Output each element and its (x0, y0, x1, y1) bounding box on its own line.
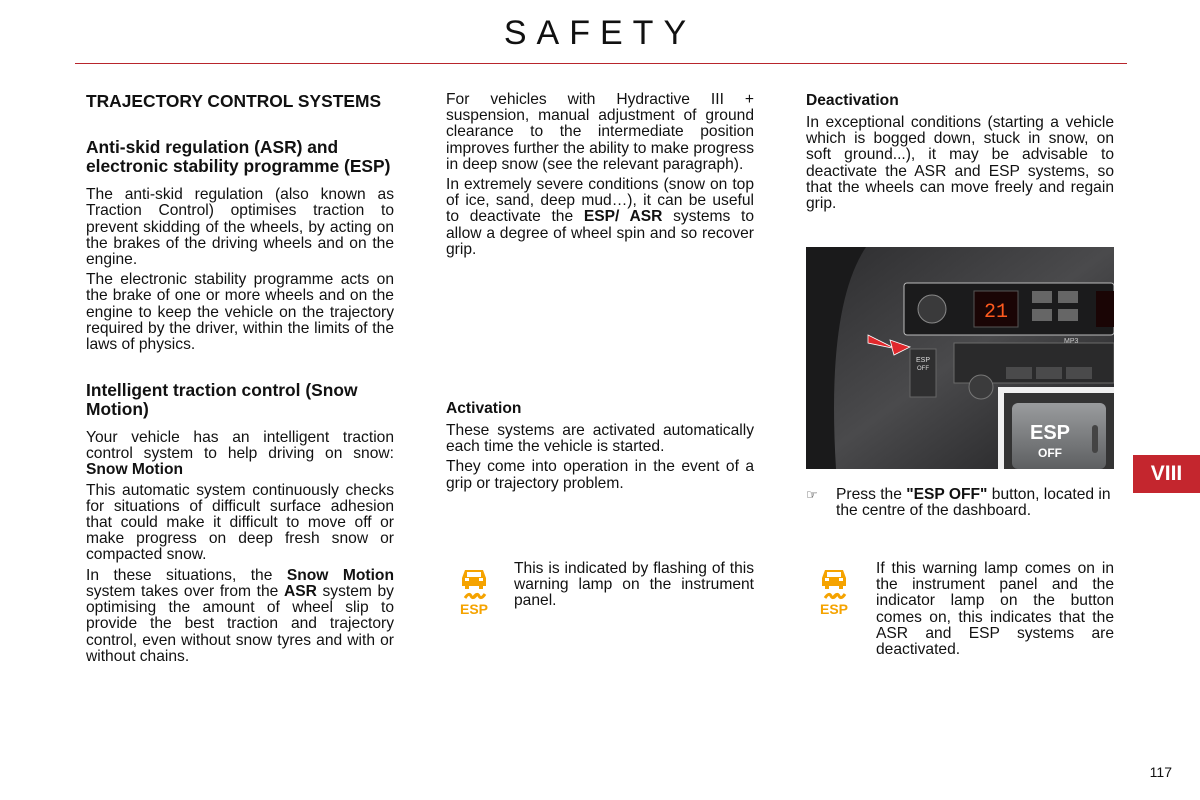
paragraph: This automatic system continuously checks for situations of difficult surface adhesion that could make it difficult to move off or make progress on deep fresh snow or compacted snow. (86, 481, 394, 564)
esp-lamp-label: ESP (819, 601, 849, 616)
esp-warning-lamp-icon (817, 564, 851, 616)
pointing-hand-icon: ☞ (806, 487, 818, 502)
paragraph: Your vehicle has an intelligent traction control system to help driving on snow: Snow Motion (86, 429, 394, 479)
radio-label: MP3 (1064, 338, 1079, 345)
subsection-heading-asr-esp: Anti-skid regulation (ASR) and electronic stability programme (ESP) (86, 137, 391, 176)
small-esp-label: ESP (915, 357, 931, 364)
deactivation-heading: Deactivation (806, 92, 899, 109)
chapter-tab: VIII (1133, 455, 1200, 493)
paragraph: In extremely severe conditions (snow on top of ice, sand, deep mud…), it can be useful to deactivate the ESP/ ASR systems to allow a degree of wheel spin and so recover grip. (446, 176, 754, 258)
off-button-label: OFF (1038, 446, 1062, 460)
column-3 (806, 92, 1114, 216)
header-rule (75, 63, 1127, 64)
column-1 (86, 92, 394, 669)
subsection-heading-snow-motion: Intelligent traction control (Snow Motion) (86, 380, 358, 419)
paragraph: The electronic stability programme acts on the brake of one or more wheels and on the engine to keep the vehicle on the trajectory required by the driver, within the limits of the laws of physics. (86, 271, 394, 354)
esp-button-label: ESP (1029, 422, 1071, 444)
dashboard-photo (806, 247, 1114, 469)
column-2 (446, 92, 754, 496)
temperature-display: 21 (983, 301, 1009, 324)
section-heading: TRAJECTORY CONTROL SYSTEMS (86, 91, 382, 111)
instruction-bullet: ☞ Press the "ESP OFF" button, located in the centre of the dashboard. (806, 486, 1111, 520)
small-off-label: OFF (917, 366, 929, 372)
lamp-description (514, 561, 754, 614)
paragraph: In these situations, the Snow Motion system takes over from the ASR system by optimising the amount of wheel slip to provide the best traction and trajectory control, even without snow tyres and with or without chains. (86, 566, 394, 665)
paragraph: For vehicles with Hydractive III + suspension, manual adjustment of ground clearance to the intermediate position improves further the ability to make progress in deep snow (see the relevant paragraph). (446, 91, 754, 173)
paragraph: In exceptional conditions (starting a vehicle which is bogged down, stuck in snow, on soft ground...), it may be advisable to deactivate the ASR and ESP systems, so that the wheels can move freely and regain grip. (806, 114, 1114, 213)
activation-heading: Activation (446, 400, 522, 418)
paragraph: The anti-skid regulation (also known as Traction Control) optimises traction to prevent skidding of the wheels, by acting on the brakes of the driving wheels and on the engine. (86, 186, 394, 269)
esp-warning-lamp-icon (457, 564, 491, 616)
lamp-text: If this warning lamp comes on in the instrument panel and the indicator lamp on the button comes on, this indicates that the ASR and ESP systems are deactivated. (876, 560, 1114, 659)
lamp-text: This is indicated by flashing of this warning lamp on the instrument panel. (514, 560, 754, 610)
page-title: SAFETY (503, 14, 697, 52)
page-number: 117 (1149, 764, 1172, 780)
paragraph: These systems are activated automatically each time the vehicle is started. (446, 422, 754, 456)
paragraph: They come into operation in the event of a grip or trajectory problem. (446, 458, 754, 492)
esp-lamp-label: ESP (459, 601, 489, 616)
lamp-description (876, 561, 1114, 662)
dashboard-illustration (806, 247, 1114, 469)
